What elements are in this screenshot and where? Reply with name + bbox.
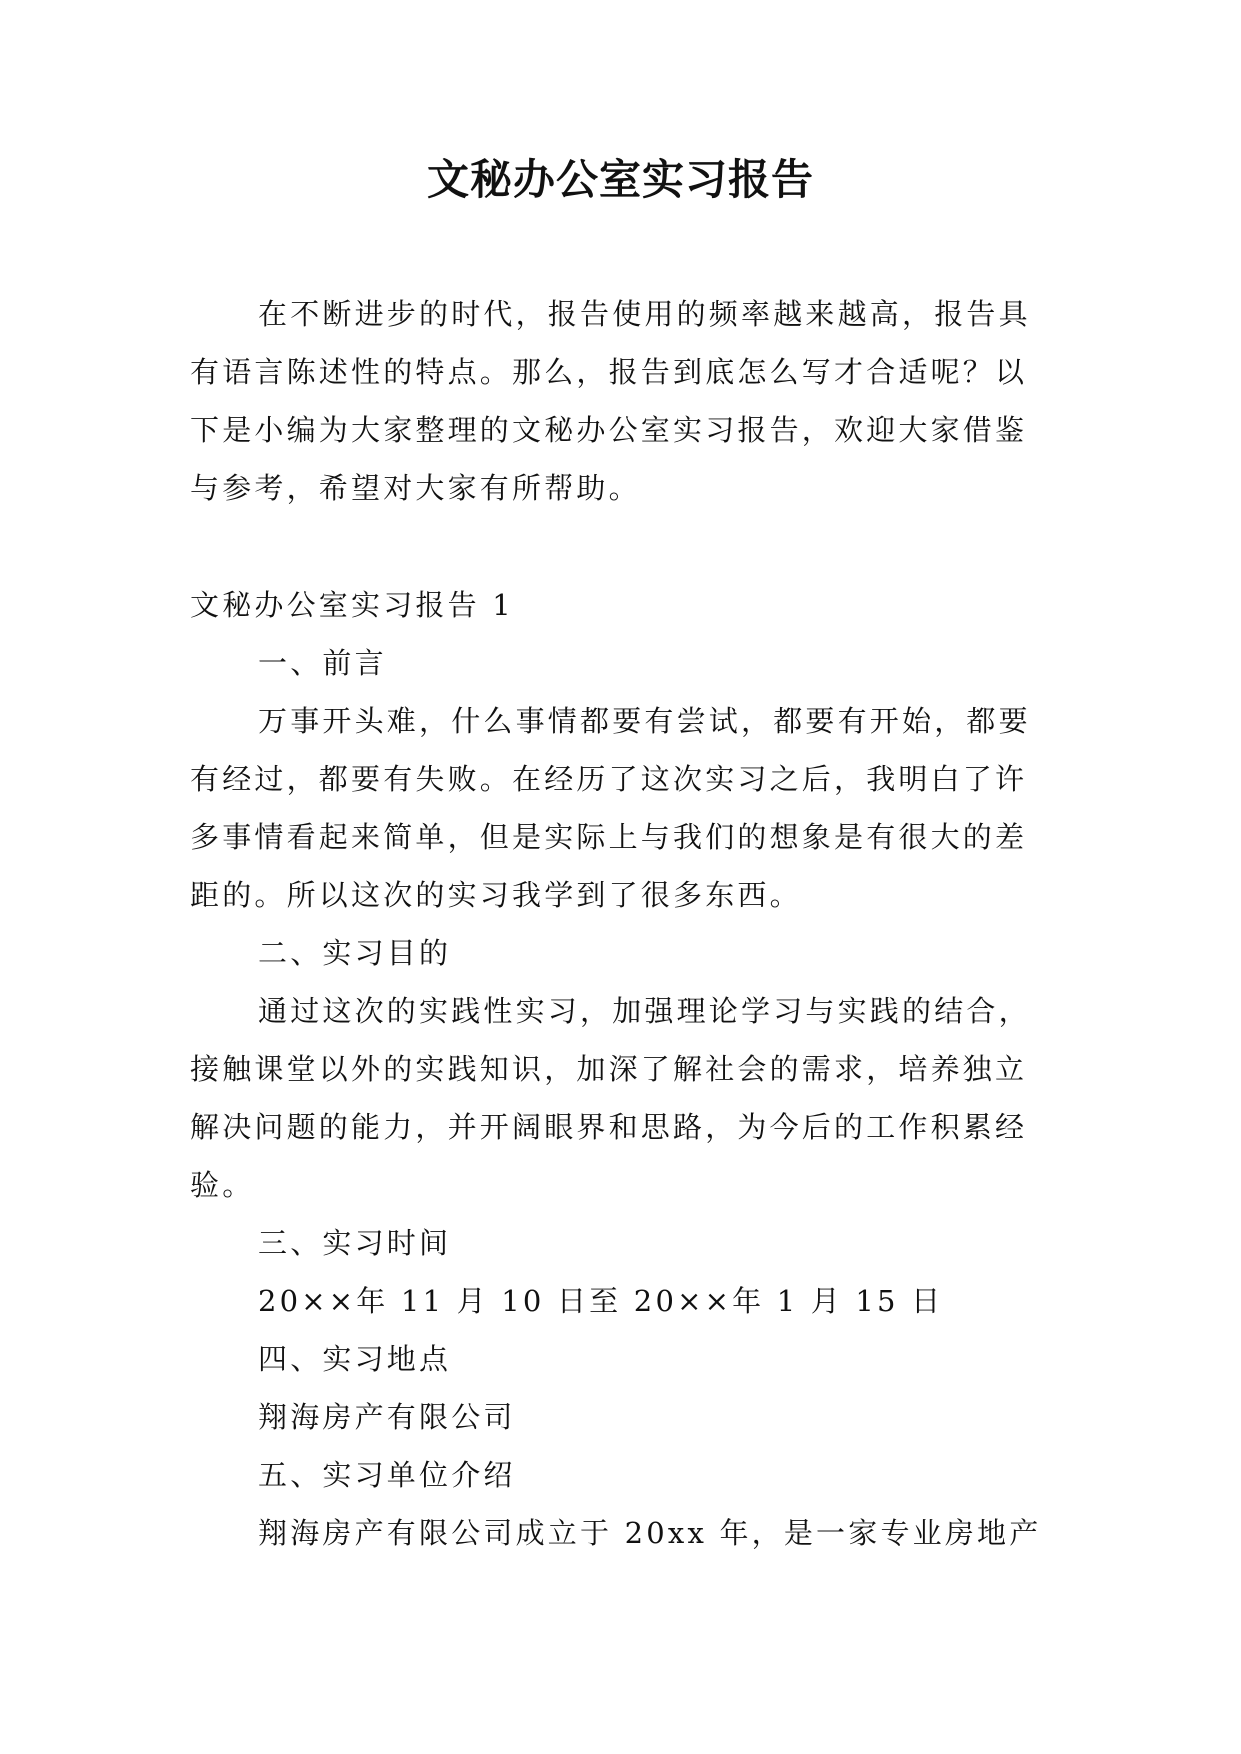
paragraph-line: 解决问题的能力，并开阔眼界和思路，为今后的工作积累经 bbox=[190, 1110, 1028, 1144]
paragraph-line: 接触课堂以外的实践知识，加深了解社会的需求，培养独立 bbox=[190, 1052, 1028, 1086]
paragraph-line: 有经过，都要有失败。在经历了这次实习之后，我明白了许 bbox=[190, 762, 1028, 796]
internship-location: 翔海房产有限公司 bbox=[258, 1400, 516, 1434]
section-heading-preface: 一、前言 bbox=[258, 646, 387, 680]
intro-line: 有语言陈述性的特点。那么，报告到底怎么写才合适呢？以 bbox=[190, 355, 1028, 389]
paragraph-line: 通过这次的实践性实习，加强理论学习与实践的结合， bbox=[258, 994, 1031, 1028]
section-heading-company: 五、实习单位介绍 bbox=[258, 1458, 516, 1492]
section-heading-purpose: 二、实习目的 bbox=[258, 936, 452, 970]
intro-line: 在不断进步的时代，报告使用的频率越来越高，报告具 bbox=[258, 297, 1031, 331]
document-title: 文秘办公室实习报告 bbox=[426, 155, 814, 204]
report-heading: 文秘办公室实习报告 1 bbox=[190, 588, 514, 622]
internship-period: 20××年 11 月 10 日至 20××年 1 月 15 日 bbox=[258, 1284, 944, 1318]
paragraph-line: 万事开头难，什么事情都要有尝试，都要有开始，都要 bbox=[258, 704, 1031, 738]
company-intro-line: 翔海房产有限公司成立于 20xx 年，是一家专业房地产 bbox=[258, 1516, 1042, 1550]
section-heading-location: 四、实习地点 bbox=[258, 1342, 452, 1376]
section-heading-time: 三、实习时间 bbox=[258, 1226, 452, 1260]
paragraph-line: 多事情看起来简单，但是实际上与我们的想象是有很大的差 bbox=[190, 820, 1028, 854]
paragraph-line: 距的。所以这次的实习我学到了很多东西。 bbox=[190, 878, 802, 912]
paragraph-line: 验。 bbox=[190, 1168, 255, 1202]
intro-line: 下是小编为大家整理的文秘办公室实习报告，欢迎大家借鉴 bbox=[190, 413, 1028, 447]
intro-line: 与参考，希望对大家有所帮助。 bbox=[190, 471, 641, 505]
